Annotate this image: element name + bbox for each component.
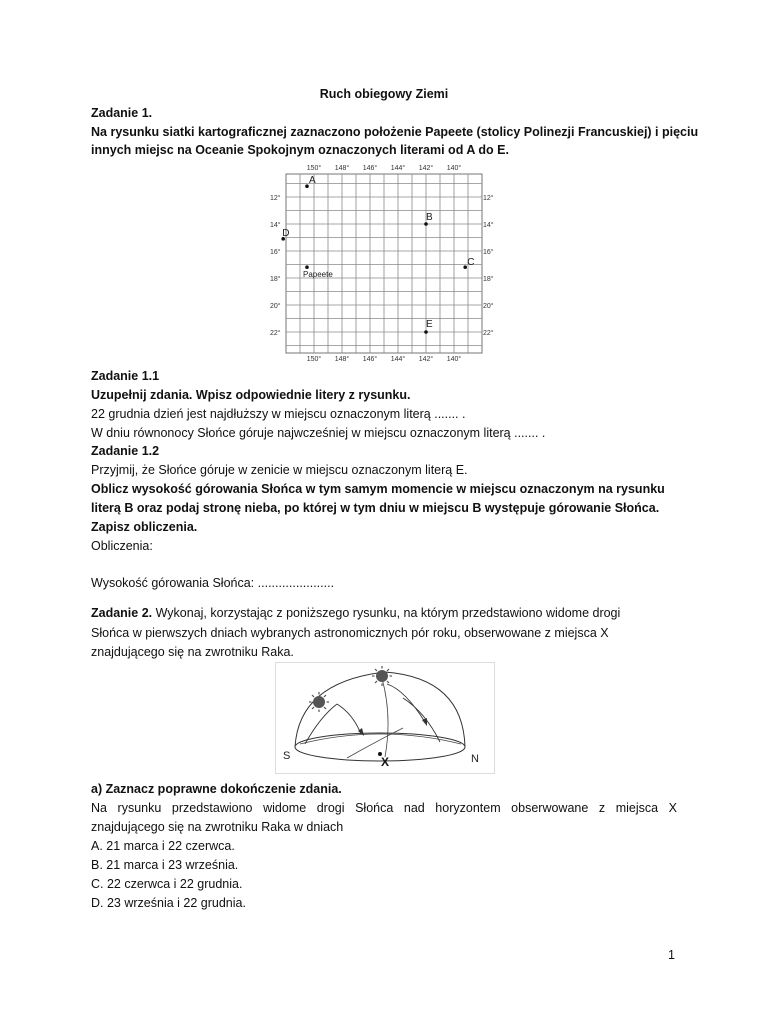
lat-left-label: 12°: [270, 195, 281, 202]
point-d-label: D: [282, 227, 290, 239]
dome-outline: [295, 672, 465, 747]
papeete-marker: [305, 265, 309, 269]
task1-1-instruction: Uzupełnij zdania. Wpisz odpowiednie litery z rysunku.: [91, 388, 411, 402]
task1-2-instruction-line2: literą B oraz podaj stronę nieba, po której w tym dniu w miejscu B występuje górowanie Słońca.: [91, 501, 660, 515]
lon-bottom-label: 146°: [362, 356, 378, 363]
calculations-label: Obliczenia:: [91, 539, 153, 553]
lat-left-label: 16°: [270, 249, 281, 256]
task1-1-sentence1: 22 grudnia dzień jest najdłuższy w miejscu oznaczonym literą ....... .: [91, 407, 466, 421]
lat-right-label: 16°: [483, 249, 494, 256]
lat-right-label: 22°: [483, 330, 494, 337]
task2a-text-line2: znajdującego się na zwrotniku Raka w dniach: [91, 820, 344, 834]
grid-lines: [286, 174, 482, 353]
lon-bottom-label: 140°: [446, 356, 462, 363]
result-answer-blank: ......................: [254, 576, 335, 590]
lat-right-label: 12°: [483, 195, 494, 202]
sun-paths-dome-figure: [275, 662, 495, 774]
task2a-heading: a) Zaznacz poprawne dokończenie zdania.: [91, 782, 342, 796]
answer-option-c[interactable]: C. 22 czerwca i 22 grudnia.: [91, 877, 243, 891]
task1-2-instruction-line1: Oblicz wysokość górowania Słońca w tym samym momencie w miejscu oznaczonym na rysunku: [91, 482, 665, 496]
page-number: 1: [668, 948, 675, 962]
lat-left-label: 18°: [270, 276, 281, 283]
lat-right-label: 18°: [483, 276, 494, 283]
lon-bottom-label: 150°: [306, 356, 322, 363]
papeete-label: Papeete: [303, 270, 333, 280]
task1-intro-line2: innych miejsc na Oceanie Spokojnym oznaczonych literami od A do E.: [91, 143, 509, 157]
task2-text-line3: znajdującego się na zwrotniku Raka.: [91, 645, 294, 659]
horizon-ellipse: [295, 733, 465, 761]
sun-icon: [309, 692, 329, 712]
lon-bottom-label: 142°: [418, 356, 434, 363]
lat-right-label: 14°: [483, 222, 494, 229]
lon-top-label: 146°: [362, 165, 378, 172]
label-n: N: [471, 753, 479, 765]
task1-2-heading: Zadanie 1.2: [91, 444, 160, 458]
point-a-label: A: [309, 175, 316, 187]
task2-text-line1: Wykonaj, korzystając z poniższego rysunku, na którym przedstawiono widome drogi: [152, 606, 621, 620]
task2-line1: [91, 604, 620, 623]
meridian-line: [380, 672, 388, 757]
lon-top-label: 142°: [418, 165, 434, 172]
lon-top-label: 148°: [334, 165, 350, 172]
task2-heading: Zadanie 2.: [91, 606, 153, 620]
lat-right-label: 20°: [483, 303, 494, 310]
task1-2-assumption: Przyjmij, że Słońce góruje w zenicie w miejscu oznaczonym literą E.: [91, 463, 468, 477]
label-x: X: [381, 755, 390, 769]
sun-path-one: [305, 704, 337, 744]
lon-bottom-label: 148°: [334, 356, 350, 363]
sun-path-arrow-two: [387, 684, 425, 722]
answer-option-d[interactable]: D. 23 września i 22 grudnia.: [91, 896, 246, 910]
grid-points: [281, 175, 474, 334]
task1-1-sentence2: W dniu równonocy Słońce góruje najwcześniej w miejscu oznaczonym literą ....... .: [91, 426, 546, 440]
task2a-text-line1: Na rysunku przedstawiono widome drogi Słońca nad horyzontem obserwowane z miejsca X: [91, 801, 677, 815]
result-line: [91, 574, 334, 593]
point-b-label: B: [426, 212, 433, 223]
lon-top-label: 144°: [390, 165, 406, 172]
lon-top-label: 140°: [446, 165, 462, 172]
task1-1-heading: Zadanie 1.1: [91, 369, 160, 383]
lat-left-label: 20°: [270, 303, 281, 310]
point-e-marker: [424, 330, 428, 334]
label-s: S: [283, 750, 291, 762]
grid-labels: [270, 164, 494, 363]
point-e-label: E: [426, 319, 433, 330]
lon-bottom-label: 144°: [390, 356, 406, 363]
task1-intro-line1: Na rysunku siatki kartograficznej zaznaczono położenie Papeete (stolicy Polinezji Francuskiej) i pięciu: [91, 125, 699, 139]
sun-path-arrow-one: [337, 704, 361, 734]
result-label: Wysokość górowania Słońca:: [91, 576, 255, 590]
page-title: Ruch obiegowy Ziemi: [319, 87, 449, 101]
lat-left-label: 22°: [270, 330, 281, 337]
answer-option-b[interactable]: B. 21 marca i 23 września.: [91, 858, 239, 872]
task1-heading: Zadanie 1.: [91, 106, 153, 120]
cartographic-grid-figure: [262, 158, 502, 368]
sun-icon: [372, 666, 392, 686]
task2-text-line2: Słońca w pierwszych dniach wybranych astronomicznych pór roku, obserwowane z miejsca X: [91, 626, 609, 640]
lat-left-label: 14°: [270, 222, 281, 229]
answer-option-a[interactable]: A. 21 marca i 22 czerwca.: [91, 839, 235, 853]
task1-2-instruction-line3: Zapisz obliczenia.: [91, 520, 198, 534]
lon-top-label: 150°: [306, 165, 322, 172]
point-c-label: C: [467, 257, 475, 269]
cross-line: [347, 728, 403, 758]
